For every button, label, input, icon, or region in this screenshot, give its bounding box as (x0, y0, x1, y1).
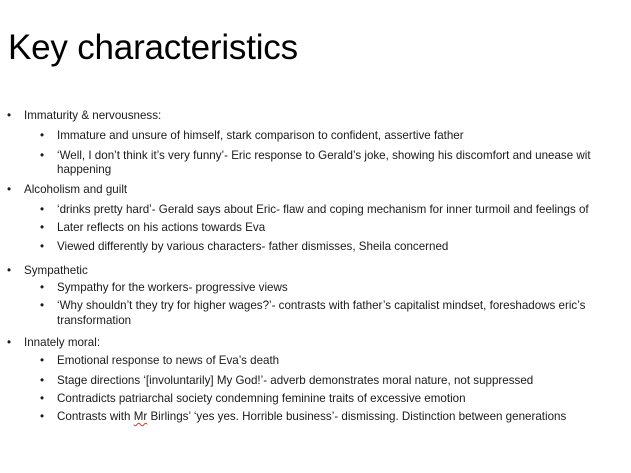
sub-bullet-text[interactable]: transformation (57, 314, 132, 327)
sub-bullet-text[interactable]: Stage directions ‘[involuntarily] My God!’- adverb demonstrates moral nature, not suppressed (57, 374, 534, 387)
sub-bullet-text[interactable]: Later reflects on his actions towards Eva (57, 221, 266, 234)
text-segment: Contrasts with (57, 410, 134, 423)
sub-bullet-text[interactable]: ‘Why shouldn’t they try for higher wages?’- contrasts with father’s capitalist mindset, foreshadows eric’s (57, 299, 586, 312)
sub-bullet (0, 240, 631, 254)
sub-bullet (0, 392, 631, 406)
bullet-dot: • (40, 299, 45, 312)
bullet-dot: • (7, 264, 12, 277)
bullet-dot: • (40, 149, 45, 162)
bullet-dot: • (40, 203, 45, 216)
bullet-moral (0, 336, 631, 350)
bullet-dot: • (40, 374, 45, 387)
spellcheck-flagged-word[interactable]: Mr (133, 410, 148, 423)
bullet-heading[interactable]: Innately moral: (24, 336, 101, 349)
slide-title[interactable]: Key characteristics (8, 28, 298, 67)
bullet-dot: • (7, 109, 12, 122)
bullet-dot: • (40, 410, 45, 423)
bullet-heading[interactable]: Alcoholism and guilt (24, 183, 128, 196)
sub-bullet (0, 221, 631, 235)
sub-bullet-text[interactable]: Sympathy for the workers- progressive views (57, 281, 288, 294)
sub-bullet-text[interactable]: Immature and unsure of himself, stark comparison to confident, assertive father (57, 129, 464, 142)
sub-bullet (0, 203, 631, 217)
bullet-dot: • (40, 240, 45, 253)
bullet-dot: • (7, 336, 12, 349)
bullet-sympathetic (0, 264, 631, 278)
bullet-dot: • (40, 281, 45, 294)
sub-bullet-text[interactable]: Emotional response to news of Eva’s death (57, 354, 280, 367)
sub-bullet-text[interactable]: Contradicts patriarchal society condemning feminine traits of excessive emotion (57, 392, 466, 405)
bullet-dot: • (40, 392, 45, 405)
text-segment: Birlings’ ‘yes yes. Horrible business’- dismissing. Distinction between generations (147, 410, 567, 423)
bullet-heading[interactable]: Immaturity & nervousness: (24, 109, 162, 122)
bullet-alcoholism (0, 183, 631, 197)
sub-bullet (0, 410, 631, 424)
sub-bullet (0, 129, 631, 143)
sub-bullet (0, 374, 631, 388)
sub-bullet-continuation (0, 314, 631, 328)
bullet-dot: • (40, 221, 45, 234)
sub-bullet-continuation (0, 163, 631, 177)
bullet-dot: • (7, 183, 12, 196)
bullet-heading[interactable]: Sympathetic (24, 264, 88, 277)
sub-bullet-text[interactable]: ‘drinks pretty hard’- Gerald says about Eric- flaw and coping mechanism for inner turmoil and feelings of (57, 203, 589, 216)
sub-bullet-text[interactable]: ‘Well, I don’t think it’s very funny’- Eric response to Gerald’s joke, showing his discomfort and unease wit (57, 149, 591, 162)
sub-bullet-text[interactable] (57, 410, 631, 424)
bullet-dot: • (40, 129, 45, 142)
sub-bullet (0, 149, 631, 163)
bullet-dot: • (40, 354, 45, 367)
sub-bullet (0, 281, 631, 295)
sub-bullet-text[interactable]: Viewed differently by various characters- father dismisses, Sheila concerned (57, 240, 449, 253)
sub-bullet (0, 299, 631, 313)
sub-bullet (0, 354, 631, 368)
sub-bullet-text[interactable]: happening (57, 163, 112, 176)
bullet-immaturity (0, 109, 631, 123)
